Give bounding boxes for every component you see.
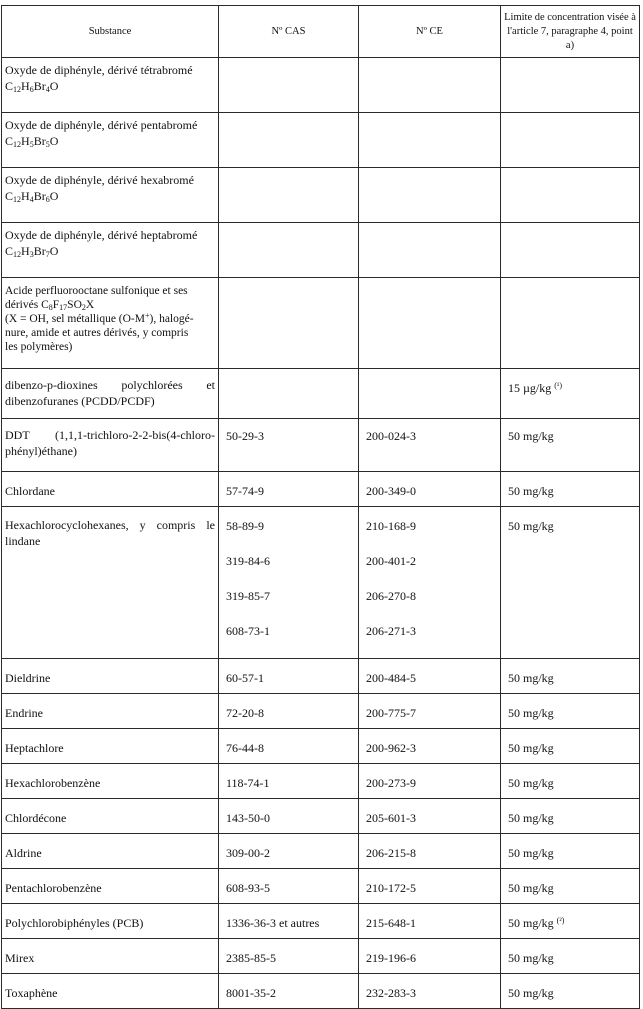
ce-cell [359, 507, 501, 659]
table-row [2, 659, 640, 694]
substance-name: Hexachlorocyclohexanes, y compris le [5, 518, 215, 532]
substance-name: DDT (1,1,1-trichloro-2-2-bis(4-chloro- [5, 428, 215, 442]
table-row [2, 974, 640, 1009]
substance-detail: nure, amide et autres dérivés, y compris [5, 327, 189, 339]
header-substance: Substance [2, 6, 219, 58]
substance-name-cont: phényl)éthane) [5, 444, 77, 458]
ce-cell [359, 369, 501, 419]
substance-detail: (X = OH, sel métallique (O-M+), halogé- [5, 311, 194, 325]
limit-cell: 50 mg/kg [501, 507, 640, 659]
substance-formula: $C_{12}H_3Br_7O$ [5, 244, 59, 259]
substance-cell [2, 278, 219, 369]
substance-cell: Aldrine [2, 834, 219, 869]
substance-cell: Pentachlorobenzène [2, 869, 219, 904]
substance-cell: Endrine [2, 694, 219, 729]
limit-cell [501, 113, 640, 168]
substance-cell: Chlordécone [2, 799, 219, 834]
cas-cell: 2385-85-5 [219, 939, 359, 974]
table-row [2, 223, 640, 278]
ce-value: 200-401-2 [366, 554, 416, 568]
header-limit: Limite de concentration visée à l'article 7, paragraphe 4, point a) [501, 6, 640, 58]
limit-cell [501, 58, 640, 113]
substance-name-cont: dibenzofuranes (PCDD/PCDF) [5, 394, 155, 408]
table-row [2, 694, 640, 729]
cas-cell: 57-74-9 [219, 472, 359, 507]
ce-cell: 205-601-3 [359, 799, 501, 834]
substance-name-cont: lindane [5, 534, 41, 548]
cas-cell [219, 223, 359, 278]
substance-cell: Chlordane [2, 472, 219, 507]
ce-cell [359, 58, 501, 113]
substance-cell [2, 223, 219, 278]
substance-formula: $C_{12}H_5Br_5O$ [5, 134, 59, 149]
table-row [2, 58, 640, 113]
table-row [2, 278, 640, 369]
cas-value: 608-73-1 [226, 624, 270, 638]
limit-cell: 50 mg/kg [501, 869, 640, 904]
limit-cell: 50 mg/kg [501, 694, 640, 729]
table-row [2, 799, 640, 834]
limit-cell [501, 278, 640, 369]
ce-cell: 210-172-5 [359, 869, 501, 904]
substance-cell: Mirex [2, 939, 219, 974]
cas-cell: 60-57-1 [219, 659, 359, 694]
limit-cell: 50 mg/kg [501, 659, 640, 694]
cas-cell: 50-29-3 [219, 419, 359, 472]
limit-cell: 50 mg/kg [501, 939, 640, 974]
ce-cell: 206-215-8 [359, 834, 501, 869]
header-cas: Nº CAS [219, 6, 359, 58]
substance-cell: Hexachlorobenzène [2, 764, 219, 799]
cas-cell [219, 113, 359, 168]
ce-cell: 200-962-3 [359, 729, 501, 764]
substance-cell: Toxaphène [2, 974, 219, 1009]
ce-value: 206-270-8 [366, 589, 416, 603]
table-row [2, 904, 640, 939]
substance-cell: Heptachlore [2, 729, 219, 764]
cas-cell: 309-00-2 [219, 834, 359, 869]
ce-cell: 200-775-7 [359, 694, 501, 729]
substance-name: Oxyde de diphényle, dérivé heptabromé [5, 228, 198, 242]
ce-cell: 200-484-5 [359, 659, 501, 694]
cas-value: 58-89-9 [226, 519, 264, 533]
footnote-ref: (²) [556, 916, 565, 925]
limit-cell: 50 mg/kg [501, 834, 640, 869]
ce-cell [359, 113, 501, 168]
substances-table [1, 5, 640, 1009]
substance-name: dibenzo-p-dioxines polychlorées et [5, 378, 215, 392]
cas-cell: 1336-36-3 et autres [219, 904, 359, 939]
table-row [2, 419, 640, 472]
limit-cell [501, 168, 640, 223]
ce-value: 206-271-3 [366, 624, 416, 638]
ce-cell [359, 223, 501, 278]
ce-cell: 200-273-9 [359, 764, 501, 799]
ce-cell [359, 278, 501, 369]
cas-value: 319-84-6 [226, 554, 270, 568]
cas-cell [219, 278, 359, 369]
table-row [2, 764, 640, 799]
limit-cell: 15 µg/kg $^{(^1)}$ [501, 369, 640, 419]
cas-cell [219, 369, 359, 419]
ce-cell: 200-024-3 [359, 419, 501, 472]
limit-cell [501, 223, 640, 278]
limit-cell: 50 mg/kg [501, 729, 640, 764]
limit-cell: 50 mg/kg [501, 472, 640, 507]
cas-cell: 608-93-5 [219, 869, 359, 904]
limit-cell: 50 mg/kg $^{(^2)}$ [501, 904, 640, 939]
substance-name: Acide perfluorooctane sulfonique et ses [5, 285, 188, 297]
substance-formula: $C_{12}H_6Br_4O$ [5, 79, 59, 94]
substance-cell [2, 369, 219, 419]
footnote-ref: (¹) [554, 381, 562, 390]
limit-cell: 50 mg/kg [501, 419, 640, 472]
substance-cell [2, 58, 219, 113]
cas-cell: 118-74-1 [219, 764, 359, 799]
limit-cell: 50 mg/kg [501, 764, 640, 799]
ce-cell [359, 168, 501, 223]
table-row [2, 507, 640, 659]
table-row [2, 113, 640, 168]
substance-cell [2, 419, 219, 472]
substance-name: Oxyde de diphényle, dérivé tétrabromé [5, 63, 193, 77]
ce-cell: 219-196-6 [359, 939, 501, 974]
table-row [2, 834, 640, 869]
substance-formula: $C_{12}H_4Br_6O$ [5, 189, 59, 204]
header-ce: Nº CE [359, 6, 501, 58]
cas-cell [219, 168, 359, 223]
table-row [2, 869, 640, 904]
cas-cell: 8001-35-2 [219, 974, 359, 1009]
substance-name: Oxyde de diphényle, dérivé pentabromé [5, 118, 198, 132]
cas-cell [219, 58, 359, 113]
ce-cell: 232-283-3 [359, 974, 501, 1009]
substance-cell [2, 113, 219, 168]
substance-cell [2, 507, 219, 659]
table-row [2, 472, 640, 507]
substance-cell: Dieldrine [2, 659, 219, 694]
table-row [2, 729, 640, 764]
limit-cell: 50 mg/kg [501, 799, 640, 834]
ce-cell: 215-648-1 [359, 904, 501, 939]
substance-formula: dérivés $C_8F_{17}SO_2X$ [5, 299, 95, 312]
substance-detail: les polymères) [5, 341, 73, 353]
cas-value: 319-85-7 [226, 589, 270, 603]
table-row [2, 168, 640, 223]
substance-cell: Polychlorobiphényles (PCB) [2, 904, 219, 939]
limit-cell: 50 mg/kg [501, 974, 640, 1009]
cas-cell: 143-50-0 [219, 799, 359, 834]
ce-cell: 200-349-0 [359, 472, 501, 507]
ce-value: 210-168-9 [366, 519, 416, 533]
substance-cell [2, 168, 219, 223]
header-row [2, 6, 640, 58]
cas-cell: 72-20-8 [219, 694, 359, 729]
cas-cell: 76-44-8 [219, 729, 359, 764]
table-row [2, 939, 640, 974]
cas-cell [219, 507, 359, 659]
table-row [2, 369, 640, 419]
substance-name: Oxyde de diphényle, dérivé hexabromé [5, 173, 194, 187]
